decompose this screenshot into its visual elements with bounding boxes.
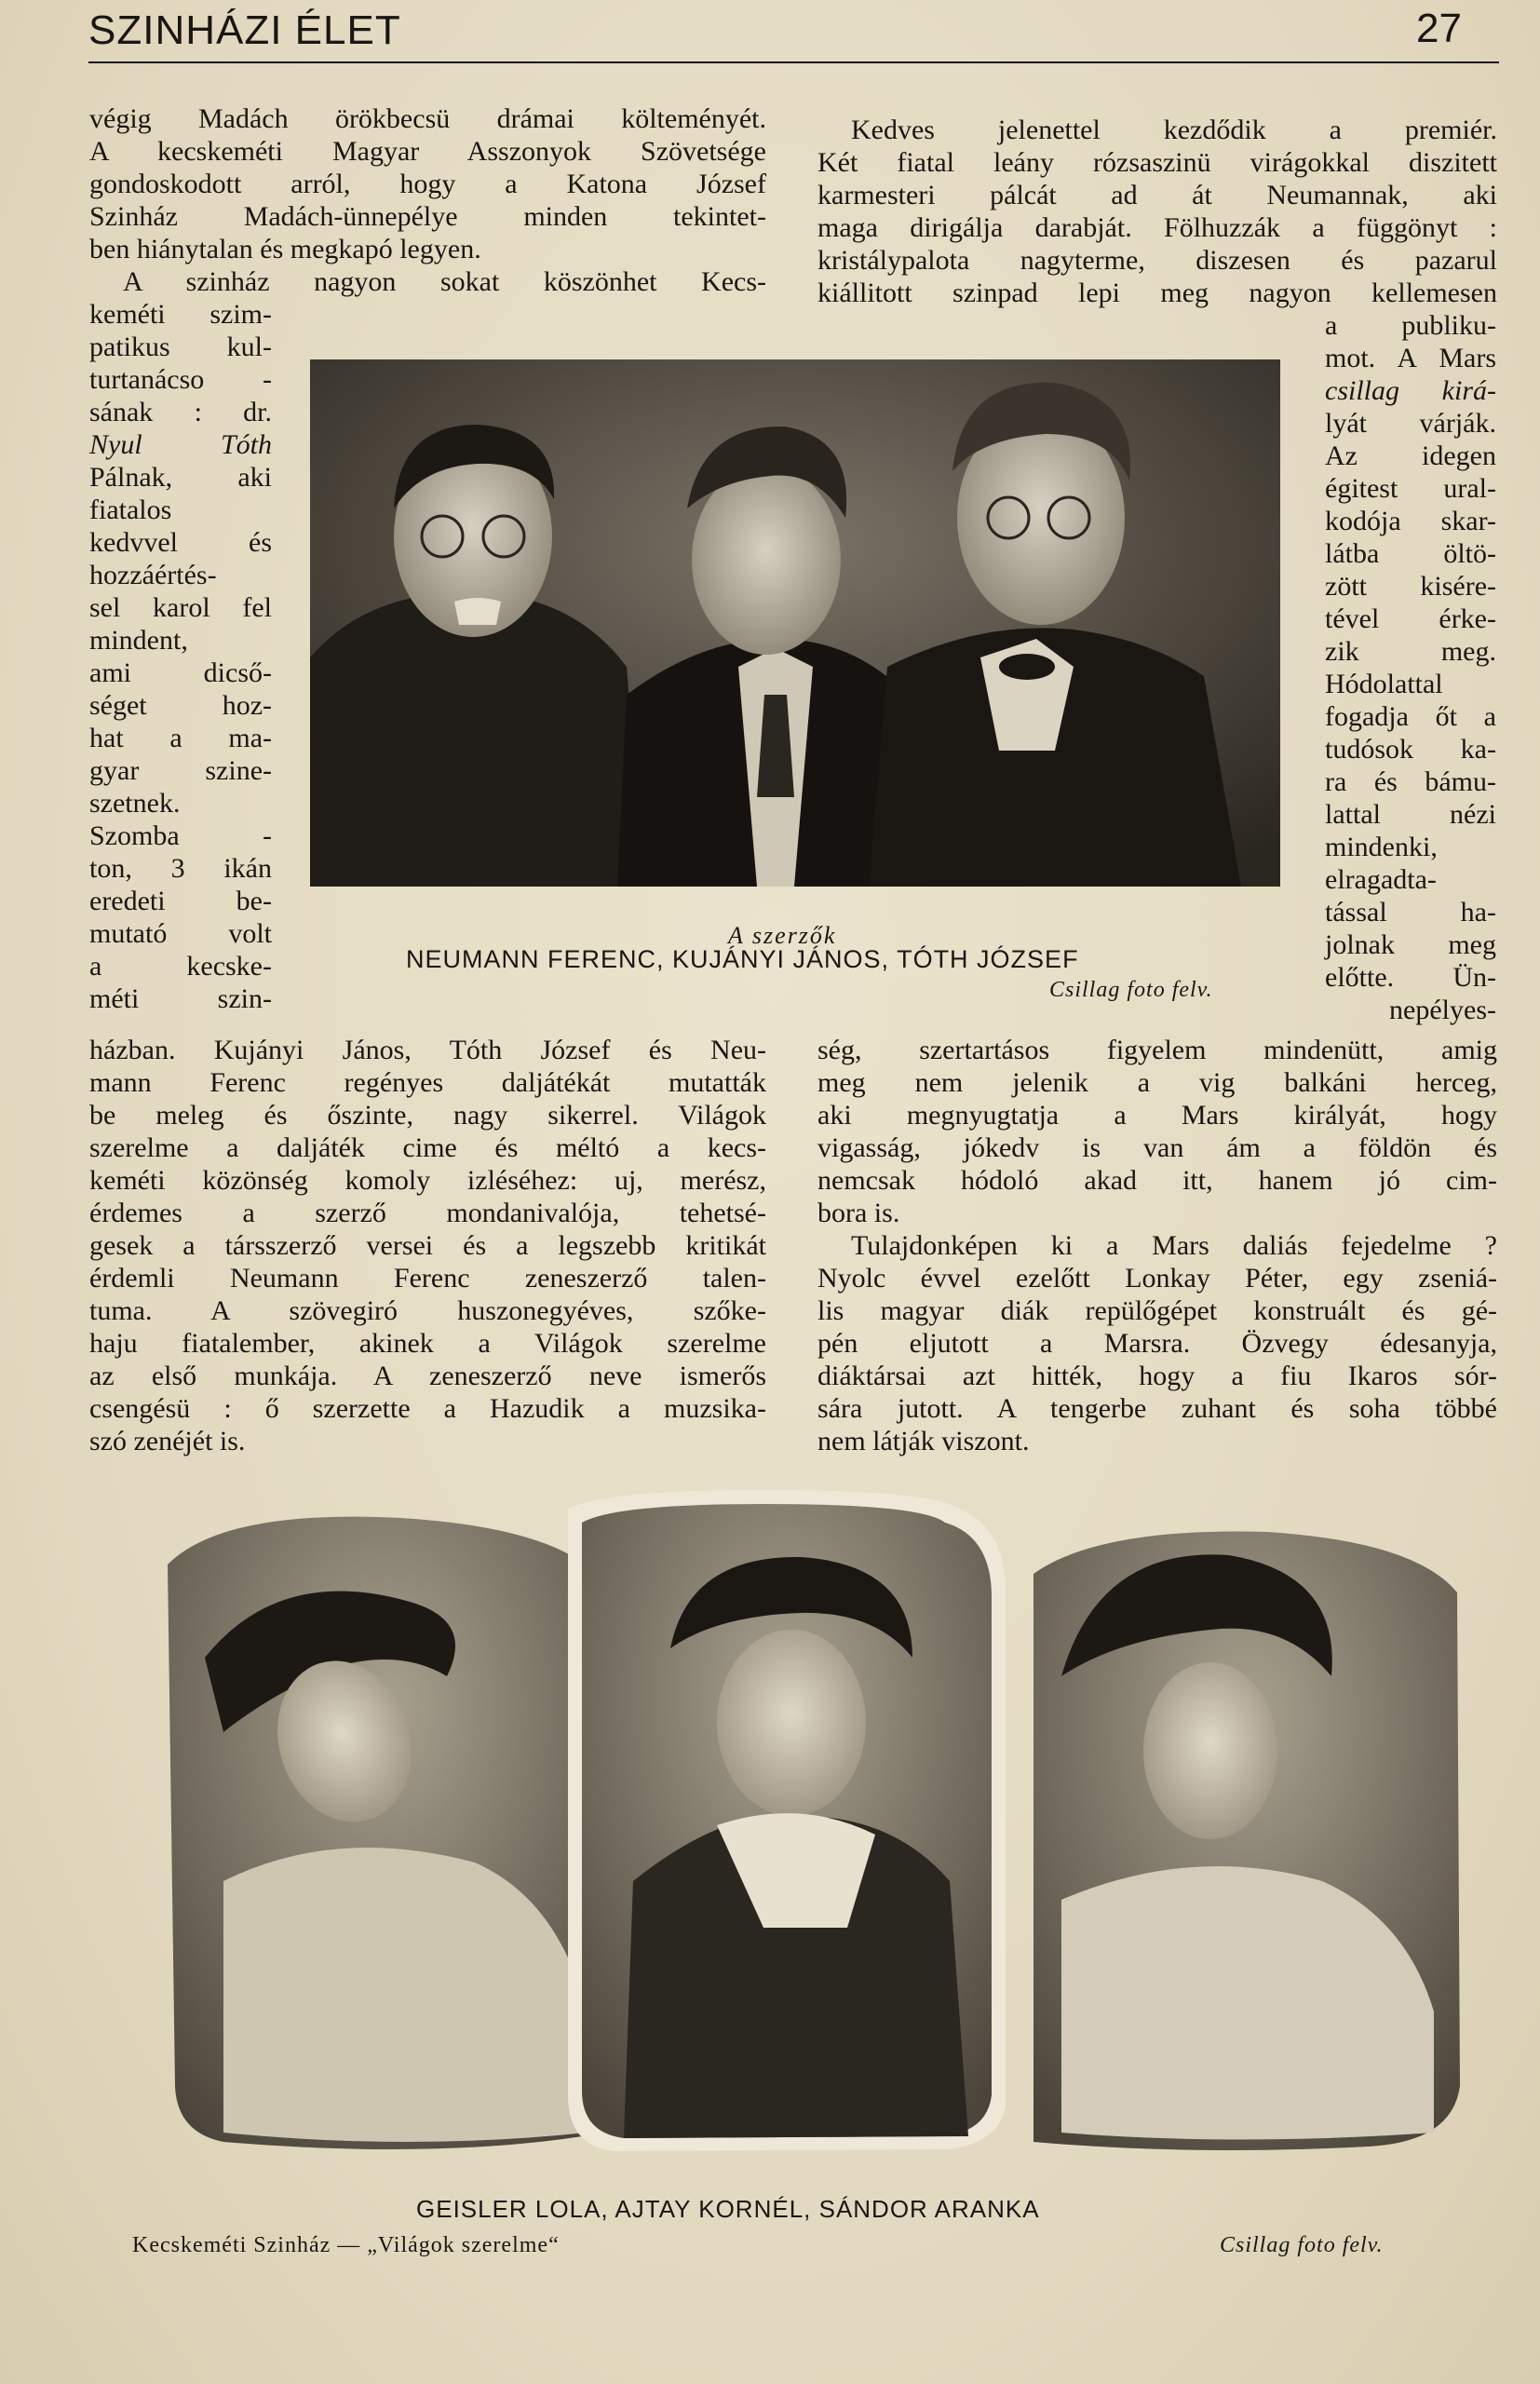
- text-line: szerelme a daljáték cime és méltó a kecs-: [89, 1132, 766, 1163]
- actors-photo-credit: Csillag foto felv.: [1220, 2233, 1384, 2257]
- text-line: nem látják viszont.: [817, 1426, 1030, 1456]
- text-line: nepélyes-: [1389, 995, 1496, 1025]
- text-line: kiállitott szinpad lepi meg nagyon kellemesen: [817, 278, 1497, 308]
- text-line: házban. Kujányi János, Tóth József és Neu-: [89, 1035, 766, 1065]
- text-line: kedvvel és: [89, 527, 272, 558]
- text-line: mann Ferenc regényes daljátékát mutatták: [89, 1067, 766, 1098]
- text-line: fiatalos: [89, 494, 172, 525]
- left-top-paragraph: [89, 102, 766, 298]
- text-line: gyar szine-: [89, 755, 272, 786]
- text-line: diáktársai azt hitték, hogy a fiu Ikaros sór-: [817, 1361, 1497, 1391]
- text-line: maga dirigálja darabját. Fölhuzzák a függönyt :: [817, 212, 1497, 243]
- text-line: jolnak meg: [1325, 929, 1496, 960]
- text-line: bora is.: [817, 1198, 900, 1228]
- text-line: Kedves jelenettel kezdődik a premiér.: [851, 115, 1497, 145]
- authors-photo: [310, 359, 1280, 887]
- text-line: hozzáértés-: [89, 560, 217, 590]
- text-line: aki megnyugtatja a Mars királyát, hogy: [817, 1100, 1497, 1131]
- text-line: mindenki,: [1325, 832, 1438, 862]
- magazine-title: SZINHÁZI ÉLET: [88, 7, 401, 53]
- text-line: elragadta-: [1325, 864, 1437, 895]
- text-line: zik meg.: [1325, 636, 1496, 667]
- text-line: mindent,: [89, 625, 188, 656]
- right-bottom-paragraph: [817, 1034, 1497, 1457]
- text-line: Tulajdonképen ki a Mars daliás fejedelme ?: [851, 1230, 1497, 1261]
- text-line: sának : dr.: [89, 397, 272, 427]
- text-line: gondoskodott arról, hogy a Katona József: [89, 169, 766, 199]
- text-line: szetnek.: [89, 788, 181, 819]
- authors-photo-caption-label: A szerzők: [728, 922, 837, 949]
- authors-photo-caption: NEUMANN FERENC, KUJÁNYI JÁNOS, TÓTH JÓZSEF: [406, 945, 1079, 973]
- text-line: lyát várják.: [1325, 408, 1496, 439]
- left-narrow-column: [89, 298, 272, 1015]
- text-line: ton, 3 ikán: [89, 853, 272, 884]
- text-line: mot. A Mars: [1325, 343, 1496, 373]
- text-line: csillag kirá-: [1325, 375, 1496, 406]
- page-number: 27: [1416, 6, 1462, 51]
- text-line: az első munkája. A zeneszerző neve ismerős: [89, 1361, 766, 1391]
- text-line: sel karol fel: [89, 592, 272, 623]
- text-line: haju fiatalember, akinek a Világok szerelme: [89, 1328, 766, 1359]
- actors-photo-caption: GEISLER LOLA, AJTAY KORNÉL, SÁNDOR ARANKA: [416, 2195, 1040, 2223]
- text-line: Nyolc évvel ezelőtt Lonkay Péter, egy zseniá-: [817, 1263, 1497, 1294]
- text-line: keméti közönség komoly izléséhez: uj, merész,: [89, 1165, 766, 1196]
- text-line: méti szin-: [89, 983, 272, 1014]
- text-line: pén eljutott a Marsra. Özvegy édesanyja,: [817, 1328, 1497, 1359]
- text-line: tével érke-: [1325, 603, 1496, 634]
- text-line: látba öltö-: [1325, 538, 1496, 569]
- text-line: Nyul Tóth: [89, 429, 272, 460]
- text-line: kristálypalota nagyterme, diszesen és pazarul: [817, 245, 1497, 276]
- text-line: égitest ural-: [1325, 473, 1496, 504]
- text-line: érdemes a szerző mondanivalója, tehetsé-: [89, 1198, 766, 1228]
- left-bottom-paragraph: [89, 1034, 766, 1457]
- text-line: kodója skar-: [1325, 506, 1496, 536]
- text-line: a kecske-: [89, 951, 272, 982]
- text-line: sára jutott. A tengerbe zuhant és soha többé: [817, 1393, 1497, 1424]
- authors-photo-image: [310, 359, 1280, 887]
- text-line: tudósok ka-: [1325, 734, 1496, 765]
- text-line: karmesteri pálcát ad át Neumannak, aki: [817, 180, 1497, 210]
- text-line: előtte. Ün-: [1325, 962, 1496, 993]
- text-line: zött kisére-: [1325, 571, 1496, 602]
- text-line: ra és bámu-: [1325, 766, 1496, 797]
- text-line: a publiku-: [1325, 310, 1496, 341]
- text-line: patikus kul-: [89, 332, 272, 362]
- actors-photo-image: [168, 1490, 1462, 2160]
- text-line: ben hiánytalan és megkapó legyen.: [89, 234, 481, 264]
- text-line: Pálnak, aki: [89, 462, 272, 493]
- text-line: érdemli Neumann Ferenc zeneszerző talen-: [89, 1263, 766, 1294]
- text-line: fogadja őt a: [1325, 701, 1496, 732]
- text-line: meg nem jelenik a vig balkáni herceg,: [817, 1067, 1497, 1098]
- text-line: lis magyar diák repülőgépet konstruált és gé-: [817, 1295, 1497, 1326]
- text-line: gesek a társszerző versei és a legszebb kritikát: [89, 1230, 766, 1261]
- page-header: [88, 0, 1499, 63]
- text-line: hat a ma-: [89, 723, 272, 753]
- text-line: A szinház nagyon sokat köszönhet Kecs-: [123, 266, 766, 297]
- text-line: be meleg és őszinte, nagy sikerrel. Világok: [89, 1100, 766, 1131]
- text-line: eredeti be-: [89, 886, 272, 916]
- text-line: nemcsak hódoló akad itt, hanem jó cim-: [817, 1165, 1497, 1196]
- text-line: turtanácso -: [89, 364, 272, 395]
- text-line: vigasság, jókedv is van ám a földön és: [817, 1132, 1497, 1163]
- text-line: lattal nézi: [1325, 799, 1496, 830]
- text-line: szó zenéjét is.: [89, 1426, 246, 1456]
- text-line: Hódolattal: [1325, 669, 1443, 699]
- text-line: Az idegen: [1325, 440, 1496, 471]
- text-line: tással ha-: [1325, 897, 1496, 928]
- right-narrow-column: [1325, 309, 1496, 1026]
- text-line: ség, szertartásos figyelem mindenütt, amig: [817, 1035, 1497, 1065]
- text-line: A kecskeméti Magyar Asszonyok Szövetsége: [89, 136, 766, 167]
- text-line: csengésü : ő szerzette a Hazudik a muzsika-: [89, 1393, 766, 1424]
- text-line: ami dicső-: [89, 657, 272, 688]
- actors-photo-theatre-label: Kecskeméti Szinház — „Világok szerelme“: [132, 2233, 560, 2257]
- right-top-paragraph: [817, 114, 1497, 309]
- text-line: mutató volt: [89, 918, 272, 949]
- text-line: Két fiatal leány rózsaszinü virágokkal diszitett: [817, 147, 1497, 178]
- text-line: keméti szim-: [89, 299, 272, 330]
- text-line: Szomba -: [89, 820, 272, 851]
- actors-photo-collage: [168, 1490, 1462, 2160]
- text-line: végig Madách örökbecsü drámai költeményét.: [89, 103, 766, 134]
- text-line: séget hoz-: [89, 690, 272, 721]
- text-line: tuma. A szövegiró huszonegyéves, szőke-: [89, 1295, 766, 1326]
- text-line: Szinház Madách-ünnepélye minden tekintet-: [89, 201, 766, 232]
- authors-photo-credit: Csillag foto felv.: [1049, 978, 1213, 1002]
